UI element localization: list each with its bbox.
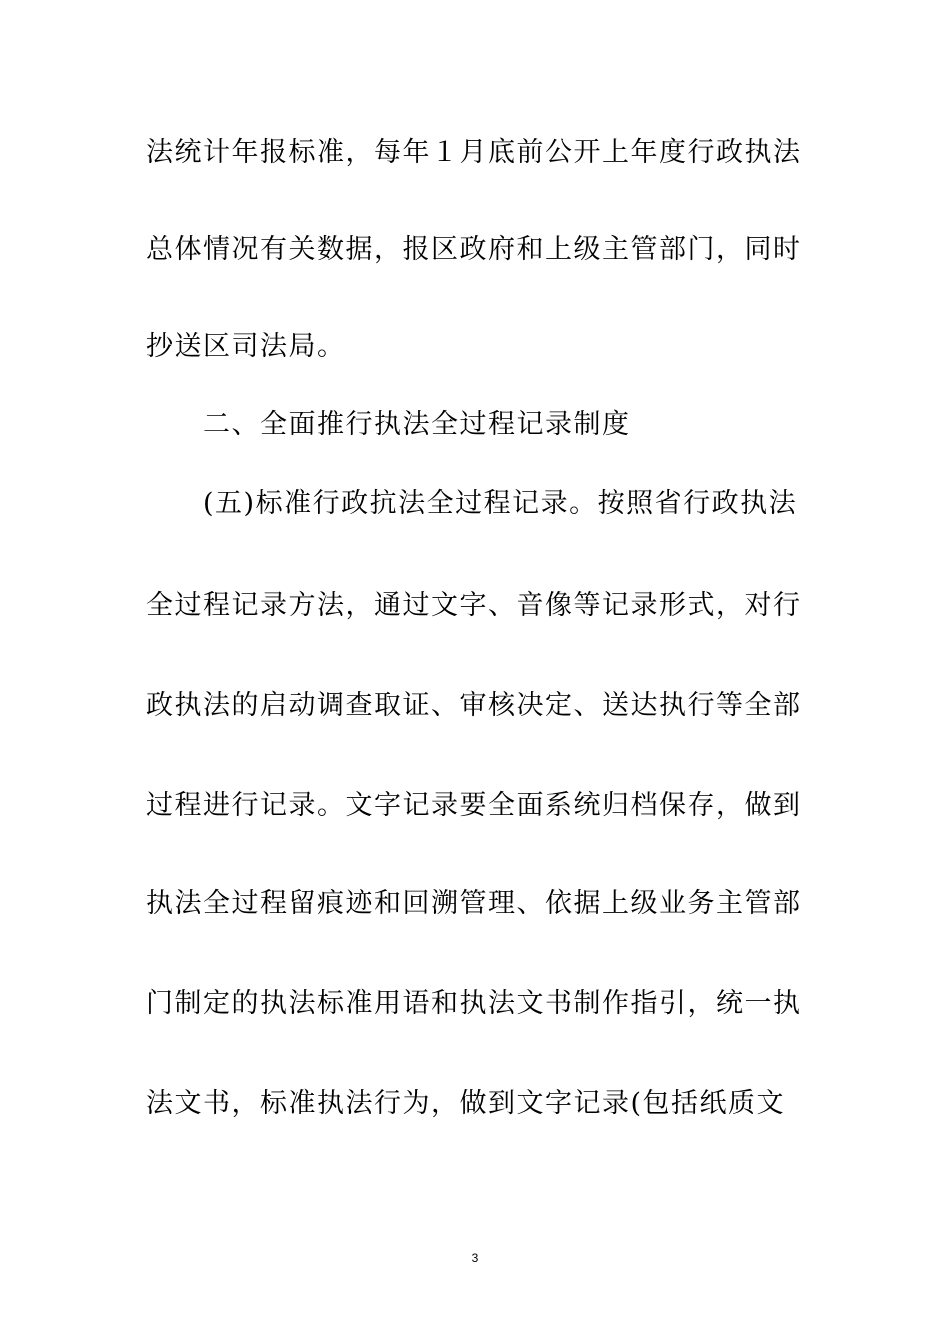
section-heading: 二、全面推行执法全过程记录制度 xyxy=(203,409,631,440)
text-line-1: 法统计年报标准，每年１月底前公开上年度行政执法 xyxy=(146,137,802,168)
text-line-2: 总体情况有关数据，报区政府和上级主管部门，同时 xyxy=(146,234,802,265)
text-line-9: 执法全过程留痕迹和回溯管理、依据上级业务主管部 xyxy=(146,888,802,919)
text-line-7: 政执法的启动调查取证、审核决定、送达执行等全部 xyxy=(146,690,802,721)
text-line-5: (五)标准行政抗法全过程记录。按照省行政执法 xyxy=(203,488,798,519)
text-line-3: 抄送区司法局。 xyxy=(146,331,346,362)
text-line-6: 全过程记录方法，通过文字、音像等记录形式，对行 xyxy=(146,590,802,621)
text-line-10: 门制定的执法标准用语和执法文书制作指引，统一执 xyxy=(146,988,802,1019)
text-line-11: 法文书，标准执法行为，做到文字记录(包括纸质文 xyxy=(146,1088,786,1119)
text-line-8: 过程进行记录。文字记录要全面系统归档保存，做到 xyxy=(146,790,802,821)
page-number: 3 xyxy=(471,1251,479,1265)
